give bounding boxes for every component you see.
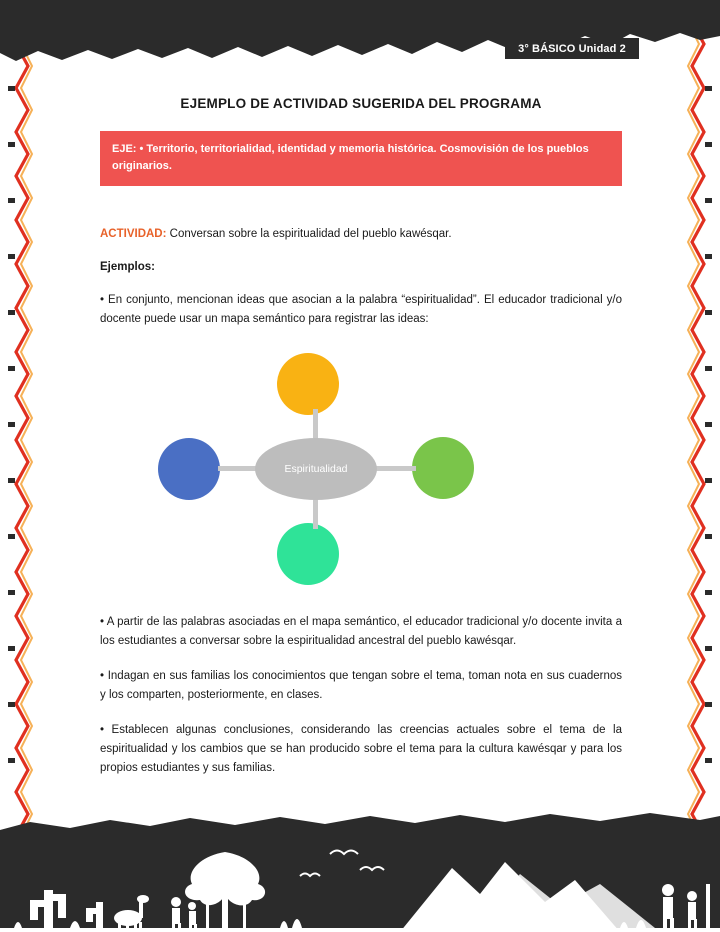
bullet-paragraph-1: • En conjunto, mencionan ideas que asocian a la palabra “espiritualidad”. El educador tradicional y/o docente puede usar un mapa semántico para registrar las ideas: [100,294,622,326]
right-decorative-border [686,0,712,932]
left-border-pattern [8,0,34,932]
bottom-decorative-band [0,812,720,932]
map-center-label: Espiritualidad [284,463,348,476]
examples-label: Ejemplos: [100,261,155,274]
map-center-node [255,438,377,500]
page-title: EJEMPLO DE ACTIVIDAD SUGERIDA DEL PROGRAMA [180,96,542,111]
left-decorative-border [8,0,34,932]
unit-tag: 3° BÁSICO Unidad 2 [505,38,639,59]
map-node-right [412,437,474,499]
document-content [100,96,622,794]
activity-label: ACTIVIDAD: [100,228,167,241]
map-node-left [158,438,220,500]
bullet-paragraph-3: • Indagan en sus familias los conocimientos que tengan sobre el tema, toman nota en sus cuadernos y los comparten, posteriormente, en clases. [100,670,622,702]
activity-text: Conversan sobre la espiritualidad del pueblo kawésqar. [166,228,452,241]
map-node-top [277,353,339,415]
bullet-paragraph-2: • A partir de las palabras asociadas en el mapa semántico, el educador tradicional y/o docente invita a los estudiantes a conversar sobre la espiritualidad ancestral del pueblo kawésqar. [100,616,622,648]
map-node-bottom [277,523,339,585]
semantic-map-diagram [100,345,622,595]
eje-banner: EJE: • Territorio, territorialidad, identidad y memoria histórica. Cosmovisión de los pueblos originarios. [100,131,622,186]
right-border-pattern [686,0,712,932]
bullet-paragraph-4: • Establecen algunas conclusiones, considerando las creencias actuales sobre el tema de la espiritualidad y los cambios que se han producido sobre el tema para la cultura kawésqar y para los propios estudiantes y sus familias. [100,724,622,775]
activity-line [100,226,622,243]
